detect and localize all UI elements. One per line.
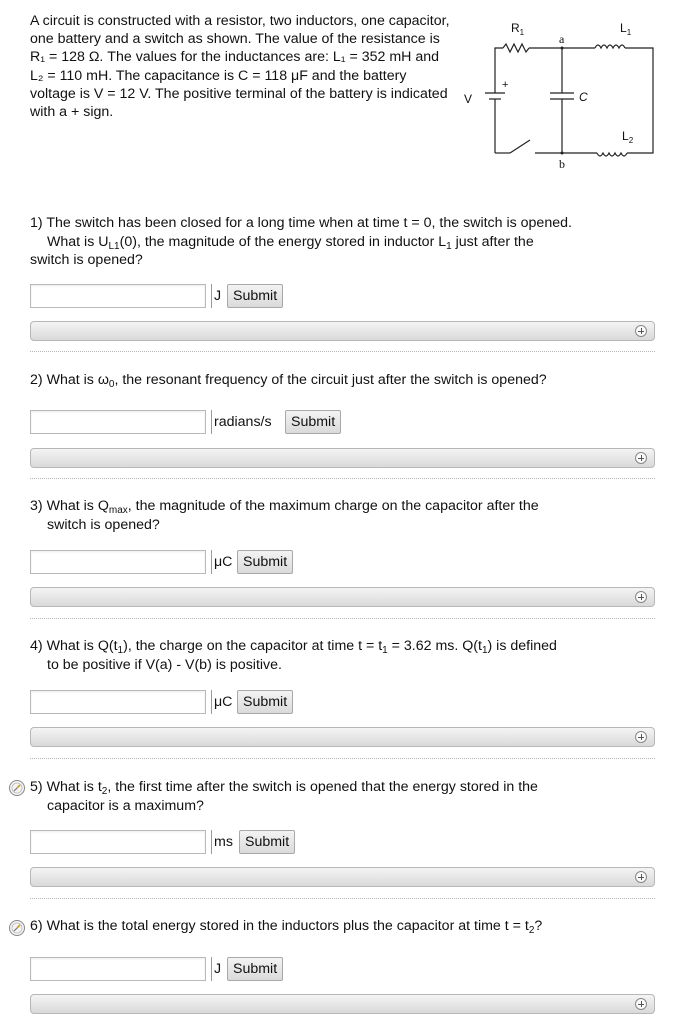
expand-plus-icon[interactable] xyxy=(635,325,647,337)
question-6: 6) What is the total energy stored in the inductors plus the capacitor at time $t = t_2$? xyxy=(30,918,543,936)
answer-input-4[interactable] xyxy=(30,690,206,714)
expand-plus-icon[interactable] xyxy=(635,731,647,743)
expand-plus-icon[interactable] xyxy=(635,591,647,603)
inductor-l1-symbol xyxy=(595,45,625,48)
expand-plus-icon[interactable] xyxy=(635,998,647,1010)
node-a-label: a xyxy=(559,32,565,46)
answer-input-5[interactable] xyxy=(30,830,206,854)
resistor-symbol xyxy=(503,44,529,52)
answer-input-1[interactable] xyxy=(30,284,206,308)
divider xyxy=(30,618,655,619)
feedback-bar-1[interactable] xyxy=(30,321,655,341)
unit-label-5: ms xyxy=(211,830,233,854)
inductor-l2-symbol xyxy=(597,153,627,156)
answer-input-2[interactable] xyxy=(30,410,206,434)
label-l1: $L_1$ xyxy=(620,21,632,37)
unit-label-4: μC xyxy=(211,690,232,714)
expand-plus-icon[interactable] xyxy=(635,452,647,464)
expand-plus-icon[interactable] xyxy=(635,871,647,883)
question-2: 2) What is $\omega_0$, the resonant frequency of the circuit just after the switch is opened? xyxy=(30,372,547,390)
feedback-bar-2[interactable] xyxy=(30,448,655,468)
label-r1: $R_1$ xyxy=(511,21,525,37)
submit-button-2[interactable]: Submit xyxy=(285,410,341,434)
question-status-icon xyxy=(8,919,26,937)
answer-input-6[interactable] xyxy=(30,957,206,981)
divider xyxy=(30,478,655,479)
unit-label-6: J xyxy=(211,957,221,981)
problem-statement: A circuit is constructed with a resistor, two inductors, one capacitor, one battery and a switch as shown. The value of the resistance is R₁ = 128 Ω. The values for the inductances are: L₁ = 352 mH and L₂ = 110 mH. The capacitance is C = 118 μF and the battery voltage is V = 12 V. The positive terminal of the battery is indicated with a + sign. xyxy=(30,13,450,121)
feedback-bar-3[interactable] xyxy=(30,587,655,607)
divider xyxy=(30,898,655,899)
divider xyxy=(30,351,655,352)
feedback-bar-5[interactable] xyxy=(30,867,655,887)
feedback-bar-4[interactable] xyxy=(30,727,655,747)
submit-button-4[interactable]: Submit xyxy=(237,690,293,714)
unit-label-2: radians/s xyxy=(211,410,272,434)
question-1: 1) The switch has been closed for a long time when at time t = 0, the switch is opened. What is $U_{L1}(0)$, the magnitude of the energy stored in inductor $L_1$ just after the switch is opened? xyxy=(30,215,572,268)
node-b-label: b xyxy=(559,157,565,171)
label-c: C xyxy=(579,90,588,104)
unit-label-1: J xyxy=(211,284,221,308)
question-4: 4) What is $Q(t_1)$, the charge on the capacitor at time $t = t_1 = 3.62$ ms. $Q(t_1)$ is defined to be positive if V(a) - V(b) is positive. xyxy=(30,638,557,673)
question-status-icon xyxy=(8,779,26,797)
submit-button-1[interactable]: Submit xyxy=(227,284,283,308)
feedback-bar-6[interactable] xyxy=(30,994,655,1014)
switch-symbol xyxy=(510,140,530,153)
submit-button-6[interactable]: Submit xyxy=(227,957,283,981)
question-5: 5) What is $t_2$, the first time after the switch is opened that the energy stored in the capacitor is a maximum? xyxy=(30,779,538,814)
label-l2: $L_2$ xyxy=(622,129,634,145)
circuit-diagram xyxy=(455,18,665,178)
question-3: 3) What is $Q_{max}$, the magnitude of the maximum charge on the capacitor after the switch is opened? xyxy=(30,498,539,533)
answer-input-3[interactable] xyxy=(30,550,206,574)
submit-button-3[interactable]: Submit xyxy=(237,550,293,574)
submit-button-5[interactable]: Submit xyxy=(239,830,295,854)
divider xyxy=(30,758,655,759)
label-v: V xyxy=(464,92,473,106)
unit-label-3: μC xyxy=(211,550,232,574)
label-plus: + xyxy=(502,79,509,91)
